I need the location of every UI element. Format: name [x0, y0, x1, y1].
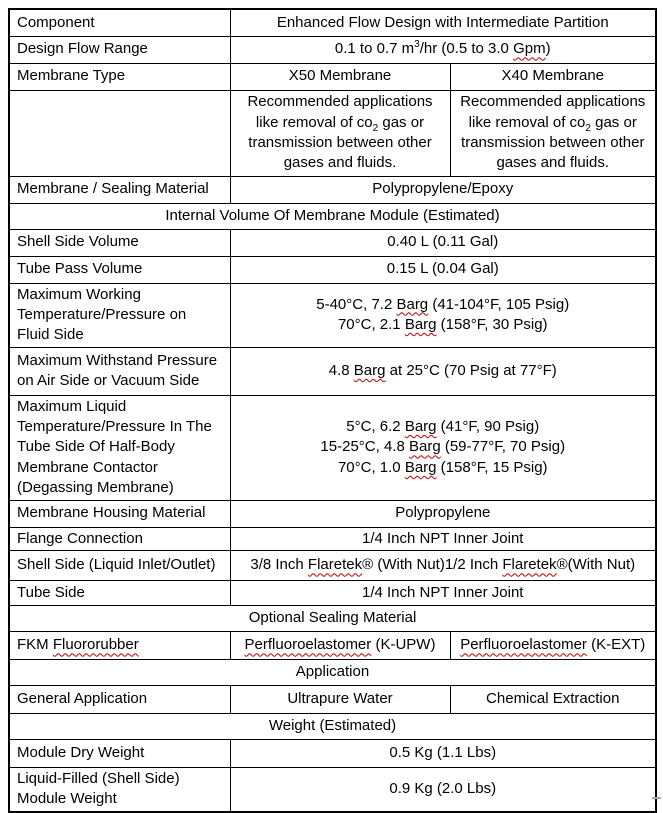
row-value-membrane-sealing-material: Polypropylene/Epoxy [230, 176, 656, 203]
table-row [9, 9, 656, 36]
table-row [9, 63, 656, 90]
row-value-general-application-chemical: Chemical Extraction [450, 686, 656, 714]
row-label-component: Component [9, 9, 230, 36]
row-value-membrane-type-x50: X50 Membrane [230, 63, 450, 90]
row-label-liquid-filled-weight: Liquid-Filled (Shell Side) Module Weight [9, 768, 230, 812]
row-value-liquid-filled-weight: 0.9 Kg (2.0 Lbs) [230, 768, 656, 812]
row-label-empty [9, 90, 230, 176]
row-value-general-application-ultrapure: Ultrapure Water [230, 686, 450, 714]
row-value-max-liquid: 5°C, 6.2 Barg (41°F, 90 Psig) 15-25°C, 4.8 Barg (59-77°F, 70 Psig) 70°C, 1.0 Barg (158°F, 15 Psig) [230, 395, 656, 500]
table-row [9, 395, 656, 500]
row-value-design-flow-range: 0.1 to 0.7 $m^3/hr$ (0.5 to 3.0 Gpm) [230, 36, 656, 63]
table-row [9, 229, 656, 256]
row-value-fkm-kext: Perfluoroelastomer (K-EXT) [450, 632, 656, 660]
section-header-optional-sealing: Optional Sealing Material [9, 606, 656, 632]
table-row [9, 90, 656, 176]
table-row [9, 768, 656, 812]
row-value-max-withstand: 4.8 Barg at 25°C (70 Psig at 77°F) [230, 347, 656, 395]
table-row [9, 527, 656, 550]
table-row [9, 283, 656, 347]
row-label-membrane-type: Membrane Type [9, 63, 230, 90]
row-value-component: Enhanced Flow Design with Intermediate Partition [230, 9, 656, 36]
section-header-internal-volume: Internal Volume Of Membrane Module (Estimated) [9, 203, 656, 229]
row-label-tube-pass-volume: Tube Pass Volume [9, 256, 230, 283]
row-label-max-liquid: Maximum Liquid Temperature/Pressure In The Tube Side Of Half-Body Membrane Contactor (Degassing Membrane) [9, 395, 230, 500]
row-value-tube-pass-volume: 0.15 L (0.04 Gal) [230, 256, 656, 283]
table-row [9, 740, 656, 768]
table-row [9, 203, 656, 229]
row-label-membrane-sealing-material: Membrane / Sealing Material [9, 176, 230, 203]
row-value-tube-side: 1/4 Inch NPT Inner Joint [230, 581, 656, 606]
table-row [9, 500, 656, 527]
table-row [9, 606, 656, 632]
row-value-flange-connection: 1/4 Inch NPT Inner Joint [230, 527, 656, 550]
table-row [9, 714, 656, 740]
row-value-membrane-housing-material: Polypropylene [230, 500, 656, 527]
table-row [9, 36, 656, 63]
row-value-membrane-type-x40: X40 Membrane [450, 63, 656, 90]
row-value-recommended-applications-x50: Recommended applications like removal of $co_2$ gas or transmission between other gases and fluids. [230, 90, 450, 176]
row-label-module-dry-weight: Module Dry Weight [9, 740, 230, 768]
table-row [9, 581, 656, 606]
row-label-fkm-fluororubber: FKM Fluororubber [9, 632, 230, 660]
row-label-max-withstand: Maximum Withstand Pressure on Air Side or Vacuum Side [9, 347, 230, 395]
table-row [9, 551, 656, 581]
spec-table [8, 8, 657, 813]
table-row [9, 632, 656, 660]
row-label-membrane-housing-material: Membrane Housing Material [9, 500, 230, 527]
row-label-tube-side: Tube Side [9, 581, 230, 606]
table-row [9, 347, 656, 395]
table-row [9, 686, 656, 714]
section-header-application: Application [9, 660, 656, 686]
section-header-weight: Weight (Estimated) [9, 714, 656, 740]
row-value-shell-side-connection: 3/8 Inch Flaretek® (With Nut)1/2 Inch Flaretek®(With Nut) [230, 551, 656, 581]
row-value-fkm-kupw: Perfluoroelastomer (K-UPW) [230, 632, 450, 660]
row-value-module-dry-weight: 0.5 Kg (1.1 Lbs) [230, 740, 656, 768]
stray-mark [652, 794, 661, 799]
row-label-shell-side-connection: Shell Side (Liquid Inlet/Outlet) [9, 551, 230, 581]
row-value-recommended-applications-x40: Recommended applications like removal of $co_2$ gas or transmission between other gases and fluids. [450, 90, 656, 176]
row-label-design-flow-range: Design Flow Range [9, 36, 230, 63]
row-value-shell-side-volume: 0.40 L (0.11 Gal) [230, 229, 656, 256]
table-row [9, 256, 656, 283]
table-row [9, 176, 656, 203]
row-label-general-application: General Application [9, 686, 230, 714]
row-label-max-working: Maximum Working Temperature/Pressure on Fluid Side [9, 283, 230, 347]
table-row [9, 660, 656, 686]
row-value-max-working: 5-40°C, 7.2 Barg (41-104°F, 105 Psig) 70°C, 2.1 Barg (158°F, 30 Psig) [230, 283, 656, 347]
row-label-shell-side-volume: Shell Side Volume [9, 229, 230, 256]
row-label-flange-connection: Flange Connection [9, 527, 230, 550]
